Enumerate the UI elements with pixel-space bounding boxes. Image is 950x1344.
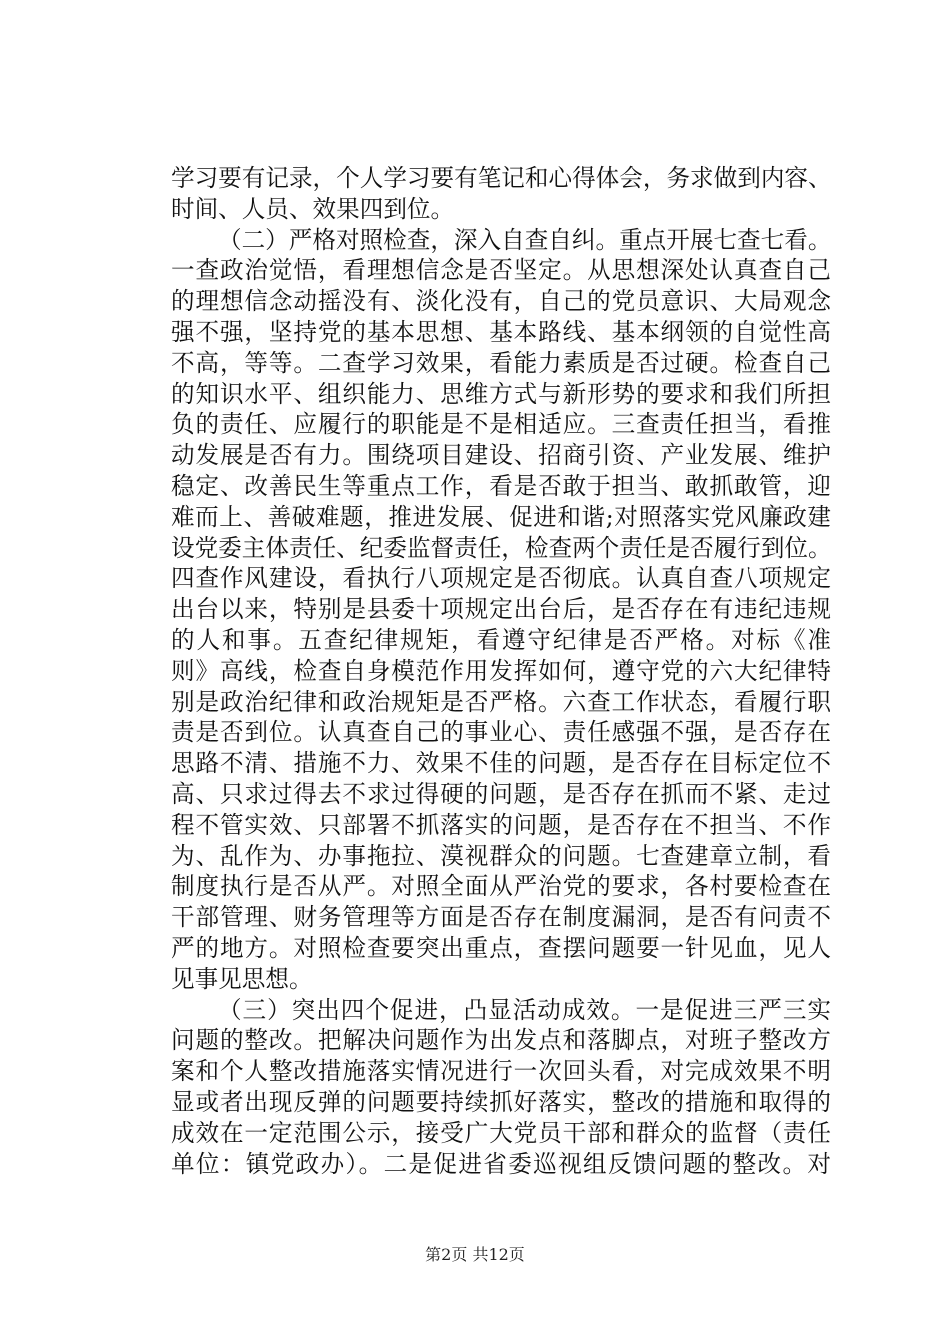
page-footer: 第2页 共12页 — [425, 1245, 525, 1264]
text-line: 见事见思想。 — [171, 964, 313, 993]
text-line: 高、只求过得去不求过得硬的问题，是否存在抓而不紧、走过 — [171, 779, 831, 808]
text-line: 学习要有记录，个人学习要有笔记和心得体会，务求做到内容、 — [171, 164, 832, 192]
text-line: （三）突出四个促进，凸显活动成效。一是促进三严三实 — [218, 995, 831, 1024]
text-line: 思路不清、措施不力、效果不佳的问题，是否存在目标定位不 — [171, 749, 831, 778]
text-line: 的知识水平、组织能力、思维方式与新形势的要求和我们所担 — [171, 379, 831, 408]
text-line: 为、乱作为、办事拖拉、漠视群众的问题。七查建章立制，看 — [171, 841, 831, 870]
text-line: 四查作风建设，看执行八项规定是否彻底。认真自查八项规定 — [171, 564, 831, 593]
text-line: 责是否到位。认真查自己的事业心、责任感强不强，是否存在 — [171, 718, 831, 747]
text-line: 时间、人员、效果四到位。 — [171, 194, 455, 223]
text-line: 动发展是否有力。围绕项目建设、招商引资、产业发展、维护 — [171, 441, 831, 470]
text-line: 制度执行是否从严。对照全面从严治党的要求，各村要检查在 — [171, 872, 831, 901]
text-line: 成效在一定范围公示，接受广大党员干部和群众的监督（责任 — [171, 1118, 831, 1147]
text-line: 问题的整改。把解决问题作为出发点和落脚点，对班子整改方 — [171, 1026, 831, 1055]
text-line: 出台以来，特别是县委十项规定出台后，是否存在有违纪违规 — [171, 595, 831, 624]
text-line: 的理想信念动摇没有、淡化没有，自己的党员意识、大局观念 — [171, 287, 831, 316]
text-line: 单位：镇党政办）。二是促进省委巡视组反馈问题的整改。对 — [171, 1149, 831, 1178]
text-line: 不高，等等。二查学习效果，看能力素质是否过硬。检查自己 — [171, 348, 831, 377]
text-line: 显或者出现反弹的问题要持续抓好落实，整改的措施和取得的 — [171, 1087, 831, 1116]
text-line: 的人和事。五查纪律规矩，看遵守纪律是否严格。对标《准 — [171, 625, 831, 654]
text-line: （二）严格对照检查，深入自查自纠。重点开展七查七看。 — [218, 225, 832, 254]
text-line: 别是政治纪律和政治规矩是否严格。六查工作状态，看履行职 — [171, 687, 831, 716]
text-line: 程不管实效、只部署不抓落实的问题，是否存在不担当、不作 — [171, 810, 831, 839]
text-line: 严的地方。对照检查要突出重点，查摆问题要一针见血，见人 — [171, 933, 831, 962]
text-line: 强不强，坚持党的基本思想、基本路线、基本纲领的自觉性高 — [171, 317, 831, 346]
text-line: 一查政治觉悟，看理想信念是否坚定。从思想深处认真查自己 — [171, 256, 831, 285]
text-line: 设党委主体责任、纪委监督责任，检查两个责任是否履行到位。 — [171, 533, 832, 562]
body-text — [171, 163, 831, 1179]
text-line: 难而上、善破难题，推进发展、促进和谐;对照落实党风廉政建 — [171, 502, 831, 531]
text-line: 则》高线，检查自身模范作用发挥如何，遵守党的六大纪律特 — [171, 656, 831, 685]
text-line: 稳定、改善民生等重点工作，看是否敢于担当、敢抓敢管，迎 — [171, 471, 831, 500]
text-line: 案和个人整改措施落实情况进行一次回头看，对完成效果不明 — [171, 1057, 831, 1086]
text-line: 干部管理、财务管理等方面是否存在制度漏洞，是否有问责不 — [171, 903, 831, 932]
text-line: 负的责任、应履行的职能是不是相适应。三查责任担当，看推 — [171, 410, 831, 439]
